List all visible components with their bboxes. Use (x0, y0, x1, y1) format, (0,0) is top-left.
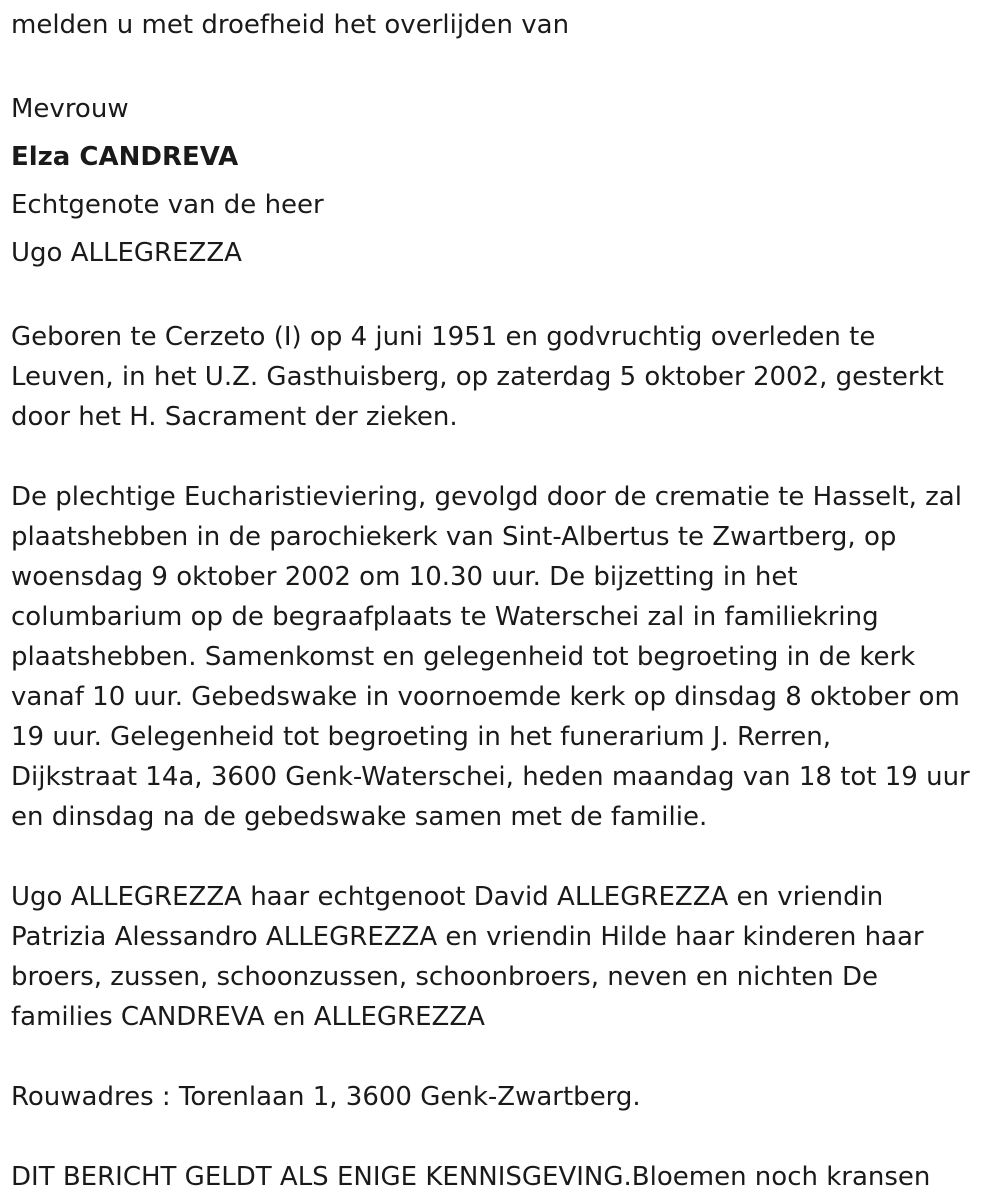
ceremony-paragraph (11, 477, 991, 837)
paragraph-line: Geboren te Cerzeto (I) op 4 juni 1951 en godvruchtig overleden te (11, 322, 876, 352)
spacer (11, 45, 991, 85)
paragraph-line: plaatshebben in de parochiekerk van Sint-Albertus te Zwartberg, op (11, 522, 897, 552)
spacer (11, 837, 991, 877)
paragraph-line: vanaf 10 uur. Gebedswake in voornoemde kerk op dinsdag 8 oktober om (11, 682, 960, 712)
spacer (11, 437, 991, 477)
paragraph-line: plaatshebben. Samenkomst en gelegenheid tot begroeting in de kerk (11, 642, 916, 672)
spacer (11, 1037, 991, 1077)
paragraph-line: door het H. Sacrament der zieken. (11, 402, 458, 432)
paragraph-line: 19 uur. Gelegenheid tot begroeting in het funerarium J. Rerren, (11, 722, 831, 752)
paragraph-line: broers, zussen, schoonzussen, schoonbroers, neven en nichten De (11, 962, 879, 992)
paragraph-line: Ugo ALLEGREZZA haar echtgenoot David ALLEGREZZA en vriendin (11, 882, 884, 912)
notice-text: DIT BERICHT GELDT ALS ENIGE KENNISGEVING.Bloemen noch kransen (11, 1162, 931, 1192)
paragraph-line: en dinsdag na de gebedswake samen met de familie. (11, 802, 708, 832)
intro-text: melden u met droefheid het overlijden van (11, 10, 570, 40)
deceased-block (11, 85, 991, 277)
deceased-name: Elza CANDREVA (11, 142, 239, 172)
spouse-label: Echtgenote van de heer (11, 190, 324, 220)
mourning-address: Rouwadres : Torenlaan 1, 3600 Genk-Zwartberg. (11, 1082, 641, 1112)
paragraph-line: Leuven, in het U.Z. Gasthuisberg, op zaterdag 5 oktober 2002, gesterkt (11, 362, 944, 392)
paragraph-line: De plechtige Eucharistieviering, gevolgd door de crematie te Hasselt, zal (11, 482, 962, 512)
birth-death-paragraph (11, 317, 991, 437)
paragraph-line: Patrizia Alessandro ALLEGREZZA en vriendin Hilde haar kinderen haar (11, 922, 924, 952)
paragraph-line: columbarium op de begraafplaats te Waterschei zal in familiekring (11, 602, 879, 632)
obituary-document (11, 5, 991, 1197)
family-paragraph (11, 877, 991, 1037)
spacer (11, 277, 991, 317)
paragraph-line: Dijkstraat 14a, 3600 Genk-Waterschei, heden maandag van 18 tot 19 uur (11, 762, 970, 792)
salutation: Mevrouw (11, 94, 129, 124)
spouse-name: Ugo ALLEGREZZA (11, 238, 242, 268)
paragraph-line: woensdag 9 oktober 2002 om 10.30 uur. De bijzetting in het (11, 562, 798, 592)
spacer (11, 1117, 991, 1157)
paragraph-line: families CANDREVA en ALLEGREZZA (11, 1002, 485, 1032)
